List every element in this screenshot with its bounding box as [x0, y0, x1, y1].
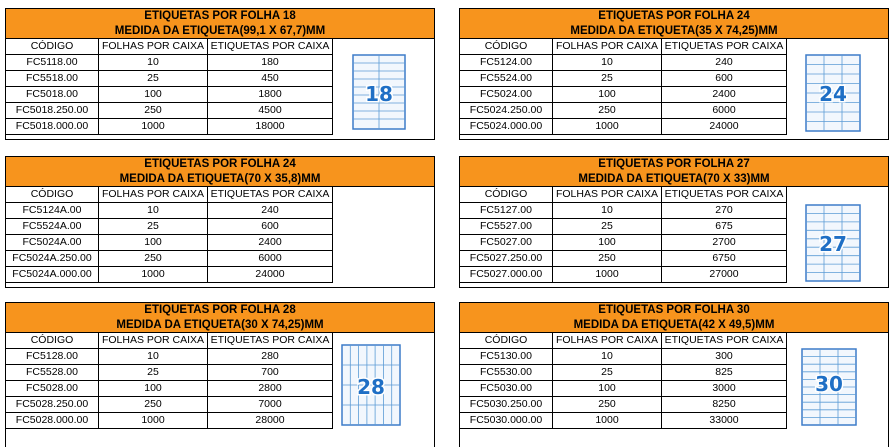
cell-folhas: 100: [553, 235, 662, 251]
table-row: [460, 381, 787, 397]
column-header-folhas: FOLHAS POR CAIXA: [553, 333, 662, 349]
cell-folhas: 25: [99, 365, 208, 381]
label-table: [6, 39, 333, 135]
column-header-etiquetas: ETIQUETAS POR CAIXA: [662, 187, 787, 203]
cell-codigo: FC5024.250.00: [460, 103, 553, 119]
table-row: [6, 267, 333, 283]
cell-folhas: 100: [99, 381, 208, 397]
cell-folhas: 10: [553, 203, 662, 219]
cell-codigo: FC5124.00: [460, 55, 553, 71]
cell-etiquetas: 2800: [208, 381, 333, 397]
label-table-block-28: [5, 302, 435, 447]
column-header-codigo: CÓDIGO: [6, 333, 99, 349]
cell-codigo: FC5524.00: [460, 71, 553, 87]
cell-etiquetas: 700: [208, 365, 333, 381]
cell-folhas: 100: [553, 381, 662, 397]
table-row: [6, 251, 333, 267]
table-row: [460, 55, 787, 71]
table-header-row: [6, 39, 333, 55]
table-row: [6, 71, 333, 87]
block-header: [460, 303, 888, 333]
cell-codigo: FC5128.00: [6, 349, 99, 365]
cell-codigo: FC5024A.00: [6, 235, 99, 251]
table-row: [460, 267, 787, 283]
column-header-etiquetas: ETIQUETAS POR CAIXA: [662, 333, 787, 349]
cell-etiquetas: 3000: [662, 381, 787, 397]
table-row: [460, 219, 787, 235]
cell-etiquetas: 600: [208, 219, 333, 235]
cell-codigo: FC5530.00: [460, 365, 553, 381]
cell-folhas: 10: [553, 55, 662, 71]
cell-codigo: FC5130.00: [460, 349, 553, 365]
table-row: [6, 235, 333, 251]
cell-codigo: FC5030.250.00: [460, 397, 553, 413]
cell-etiquetas: 24000: [208, 267, 333, 283]
cell-codigo: FC5028.00: [6, 381, 99, 397]
cell-etiquetas: 24000: [662, 119, 787, 135]
table-row: [6, 365, 333, 381]
cell-folhas: 1000: [99, 267, 208, 283]
cell-folhas: 1000: [99, 413, 208, 429]
cell-codigo: FC5127.00: [460, 203, 553, 219]
cell-etiquetas: 280: [208, 349, 333, 365]
cell-folhas: 10: [99, 203, 208, 219]
cell-etiquetas: 8250: [662, 397, 787, 413]
label-table-block-30: [459, 302, 889, 447]
block-subtitle: MEDIDA DA ETIQUETA(99,1 X 67,7)MM: [114, 24, 326, 37]
cell-etiquetas: 450: [208, 71, 333, 87]
label-sheet-28-icon: [340, 343, 402, 427]
label-table-block-18: [5, 8, 435, 140]
table-row: [6, 103, 333, 119]
label-table: [6, 333, 333, 429]
cell-folhas: 250: [553, 397, 662, 413]
cell-etiquetas: 240: [208, 203, 333, 219]
table-row: [460, 119, 787, 135]
icon-number: 18: [365, 82, 393, 106]
label-table: [6, 187, 333, 283]
cell-codigo: FC5524A.00: [6, 219, 99, 235]
cell-folhas: 10: [553, 349, 662, 365]
block-title: ETIQUETAS POR FOLHA 27: [598, 158, 750, 170]
cell-folhas: 25: [553, 219, 662, 235]
cell-codigo: FC5024.00: [460, 87, 553, 103]
cell-folhas: 250: [553, 251, 662, 267]
cell-etiquetas: 240: [662, 55, 787, 71]
column-header-folhas: FOLHAS POR CAIXA: [553, 187, 662, 203]
cell-etiquetas: 2700: [662, 235, 787, 251]
cell-folhas: 25: [99, 219, 208, 235]
column-header-etiquetas: ETIQUETAS POR CAIXA: [208, 187, 333, 203]
column-header-codigo: CÓDIGO: [460, 39, 553, 55]
block-header: [6, 157, 434, 187]
cell-codigo: FC5030.00: [460, 381, 553, 397]
cell-codigo: FC5028.000.00: [6, 413, 99, 429]
label-table: [460, 187, 787, 283]
block-subtitle: MEDIDA DA ETIQUETA(30 X 74,25)MM: [116, 318, 324, 331]
cell-codigo: FC5024.000.00: [460, 119, 553, 135]
cell-codigo: FC5027.00: [460, 235, 553, 251]
cell-codigo: FC5124A.00: [6, 203, 99, 219]
cell-folhas: 100: [99, 87, 208, 103]
label-table: [460, 333, 787, 429]
label-table: [460, 39, 787, 135]
cell-etiquetas: 4500: [208, 103, 333, 119]
block-subtitle: MEDIDA DA ETIQUETA(70 X 35,8)MM: [119, 172, 321, 185]
column-header-folhas: FOLHAS POR CAIXA: [99, 39, 208, 55]
cell-etiquetas: 28000: [208, 413, 333, 429]
table-header-row: [460, 187, 787, 203]
cell-etiquetas: 6000: [662, 103, 787, 119]
table-row: [6, 55, 333, 71]
cell-folhas: 100: [99, 235, 208, 251]
block-subtitle: MEDIDA DA ETIQUETA(70 X 33)MM: [578, 172, 770, 185]
table-row: [460, 71, 787, 87]
table-row: [6, 87, 333, 103]
cell-folhas: 1000: [99, 119, 208, 135]
icon-number: 30: [815, 372, 843, 396]
cell-etiquetas: 33000: [662, 413, 787, 429]
block-title: ETIQUETAS POR FOLHA 24: [598, 10, 750, 22]
table-row: [460, 397, 787, 413]
cell-folhas: 250: [99, 397, 208, 413]
column-header-codigo: CÓDIGO: [6, 39, 99, 55]
cell-folhas: 250: [99, 103, 208, 119]
cell-etiquetas: 180: [208, 55, 333, 71]
table-row: [460, 203, 787, 219]
column-header-codigo: CÓDIGO: [6, 187, 99, 203]
table-row: [6, 397, 333, 413]
cell-folhas: 25: [99, 71, 208, 87]
cell-etiquetas: 2400: [662, 87, 787, 103]
cell-etiquetas: 27000: [662, 267, 787, 283]
table-row: [6, 203, 333, 219]
block-subtitle: MEDIDA DA ETIQUETA(42 X 49,5)MM: [573, 318, 775, 331]
icon-number: 28: [357, 375, 385, 399]
cell-etiquetas: 7000: [208, 397, 333, 413]
column-header-folhas: FOLHAS POR CAIXA: [99, 333, 208, 349]
block-title: ETIQUETAS POR FOLHA 30: [598, 304, 750, 316]
icon-number: 27: [819, 232, 847, 256]
block-title: ETIQUETAS POR FOLHA 18: [144, 10, 296, 22]
column-header-etiquetas: ETIQUETAS POR CAIXA: [662, 39, 787, 55]
table-row: [460, 349, 787, 365]
cell-codigo: FC5024A.000.00: [6, 267, 99, 283]
cell-folhas: 25: [553, 71, 662, 87]
cell-folhas: 1000: [553, 413, 662, 429]
cell-folhas: 1000: [553, 119, 662, 135]
icon-number: 24: [819, 82, 847, 106]
label-table-block-24: [459, 8, 889, 140]
column-header-folhas: FOLHAS POR CAIXA: [553, 39, 662, 55]
table-row: [460, 365, 787, 381]
column-header-etiquetas: ETIQUETAS POR CAIXA: [208, 333, 333, 349]
cell-codigo: FC5527.00: [460, 219, 553, 235]
cell-codigo: FC5028.250.00: [6, 397, 99, 413]
table-row: [6, 119, 333, 135]
block-header: [6, 303, 434, 333]
cell-codigo: FC5118.00: [6, 55, 99, 71]
cell-codigo: FC5018.00: [6, 87, 99, 103]
cell-etiquetas: 18000: [208, 119, 333, 135]
cell-folhas: 25: [553, 365, 662, 381]
cell-etiquetas: 300: [662, 349, 787, 365]
table-row: [6, 413, 333, 429]
column-header-codigo: CÓDIGO: [460, 187, 553, 203]
table-row: [6, 219, 333, 235]
cell-folhas: 10: [99, 349, 208, 365]
table-row: [460, 413, 787, 429]
cell-folhas: 100: [553, 87, 662, 103]
table-header-row: [460, 39, 787, 55]
column-header-folhas: FOLHAS POR CAIXA: [99, 187, 208, 203]
cell-etiquetas: 2400: [208, 235, 333, 251]
cell-codigo: FC5030.000.00: [460, 413, 553, 429]
table-row: [460, 103, 787, 119]
cell-etiquetas: 1800: [208, 87, 333, 103]
table-header-row: [6, 333, 333, 349]
table-row: [460, 251, 787, 267]
label-sheet-30-icon: [800, 347, 858, 427]
table-header-row: [460, 333, 787, 349]
cell-folhas: 10: [99, 55, 208, 71]
table-row: [6, 349, 333, 365]
block-header: [460, 9, 888, 39]
cell-etiquetas: 6000: [208, 251, 333, 267]
cell-codigo: FC5518.00: [6, 71, 99, 87]
block-title: ETIQUETAS POR FOLHA 28: [144, 304, 296, 316]
cell-etiquetas: 825: [662, 365, 787, 381]
cell-codigo: FC5018.000.00: [6, 119, 99, 135]
label-sheet-24-icon: [804, 53, 862, 133]
column-header-etiquetas: ETIQUETAS POR CAIXA: [208, 39, 333, 55]
label-table-block-24a: [5, 156, 435, 288]
block-title: ETIQUETAS POR FOLHA 24: [144, 158, 296, 170]
block-header: [460, 157, 888, 187]
cell-etiquetas: 270: [662, 203, 787, 219]
label-sheet-18-icon: [351, 53, 407, 131]
table-header-row: [6, 187, 333, 203]
table-row: [460, 87, 787, 103]
cell-etiquetas: 6750: [662, 251, 787, 267]
table-row: [460, 235, 787, 251]
cell-codigo: FC5027.250.00: [460, 251, 553, 267]
column-header-codigo: CÓDIGO: [460, 333, 553, 349]
cell-codigo: FC5018.250.00: [6, 103, 99, 119]
cell-codigo: FC5528.00: [6, 365, 99, 381]
cell-folhas: 250: [553, 103, 662, 119]
cell-etiquetas: 600: [662, 71, 787, 87]
cell-codigo: FC5024A.250.00: [6, 251, 99, 267]
label-table-block-27: [459, 156, 889, 288]
label-sheet-27-icon: [804, 203, 862, 283]
cell-codigo: FC5027.000.00: [460, 267, 553, 283]
cell-etiquetas: 675: [662, 219, 787, 235]
block-subtitle: MEDIDA DA ETIQUETA(35 X 74,25)MM: [570, 24, 778, 37]
cell-folhas: 250: [99, 251, 208, 267]
block-header: [6, 9, 434, 39]
table-row: [6, 381, 333, 397]
cell-folhas: 1000: [553, 267, 662, 283]
